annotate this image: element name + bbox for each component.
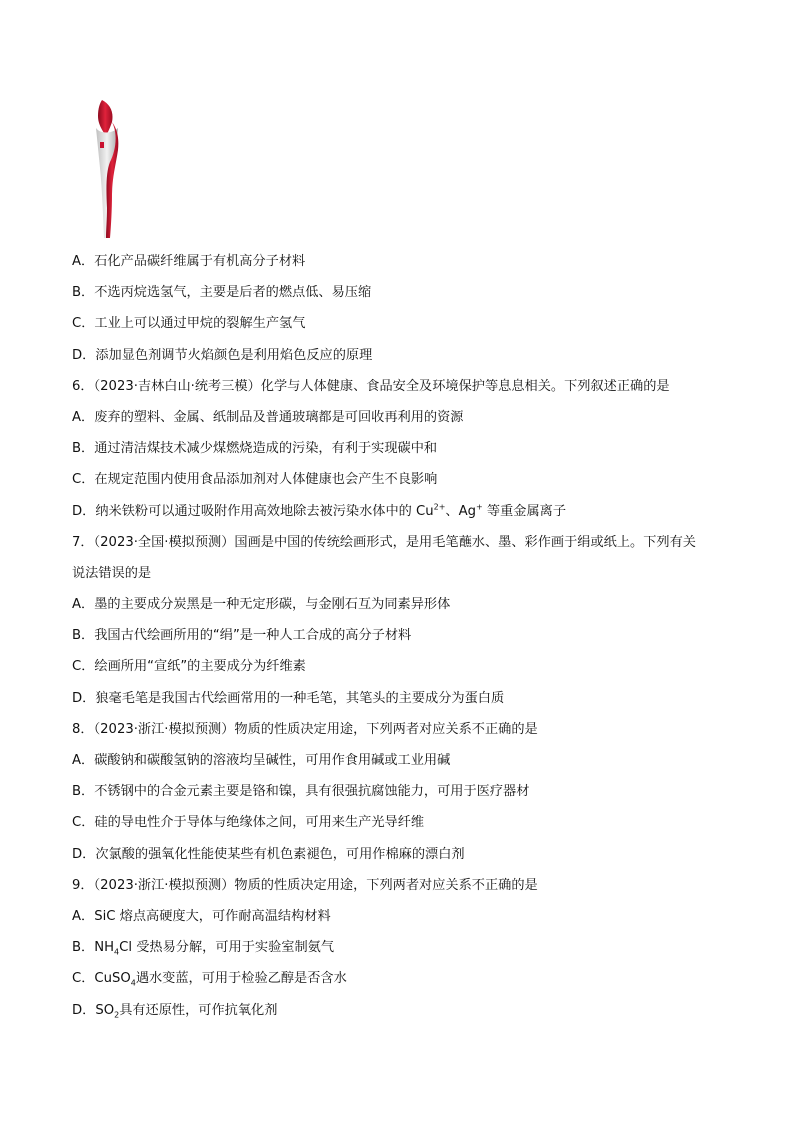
q6-option-d-text-mid: 、Ag — [445, 503, 476, 519]
q7-option-d: D．狼毫毛笔是我国古代绘画常用的一种毛笔，其笔头的主要成分为蛋白质 — [72, 690, 505, 706]
olympic-torch-image — [88, 98, 124, 240]
q9-option-b — [72, 932, 732, 963]
q6-option-d-text: D．纳米铁粉可以通过吸附作用高效地除去被污染水体中的 Cu — [72, 503, 434, 519]
q9-option-d-text-end: 具有还原性，可作抗氧化剂 — [119, 1002, 278, 1018]
q6-option-d-charge-ag: + — [476, 502, 483, 512]
q7-stem-line2: 说法错误的是 — [72, 565, 152, 581]
q8-option-d: D．次氯酸的强氧化性能使某些有机色素褪色，可用作棉麻的漂白剂 — [72, 846, 465, 862]
q5-option-a: A．石化产品碳纤维属于有机高分子材料 — [72, 254, 306, 269]
q7-option-c: C．绘画所用“宣纸”的主要成分为纤维素 — [72, 659, 306, 675]
q6-stem: 6．（2023·吉林白山·统考三模）化学与人体健康、食品安全及环境保护等息息相关。下列叙述正确的是 — [72, 378, 670, 394]
q7-option-a: A．墨的主要成分炭黑是一种无定形碳，与金刚石互为同素异形体 — [72, 597, 451, 613]
q8-option-b: B．不锈钢中的合金元素主要是铬和镍，具有很强抗腐蚀能力，可用于医疗器材 — [72, 784, 530, 800]
q9-option-c-text: C．CuSO — [72, 971, 131, 987]
q8-option-c: C．硅的导电性介于导体与绝缘体之间，可用来生产光导纤维 — [72, 815, 425, 831]
q9-stem: 9．（2023·浙江·模拟预测）物质的性质决定用途，下列两者对应关系不正确的是 — [72, 877, 538, 893]
questions-content — [72, 246, 732, 1026]
q9-option-b-text: B．NH — [72, 940, 115, 956]
q5-option-b: B．不选丙烷选氢气，主要是后者的燃点低、易压缩 — [72, 285, 372, 301]
q9-option-a: A．SiC 熔点高硬度大，可作耐高温结构材料 — [72, 908, 331, 924]
q9-option-b-subscript: 4 — [114, 947, 120, 957]
q7-option-b: B．我国古代绘画所用的“绢”是一种人工合成的高分子材料 — [72, 628, 412, 644]
q8-stem: 8．（2023·浙江·模拟预测）物质的性质决定用途，下列两者对应关系不正确的是 — [72, 721, 538, 737]
q5-option-c: C．工业上可以通过甲烷的裂解生产氢气 — [72, 316, 306, 332]
q9-option-b-text-end: Cl 受热易分解，可用于实验室制氨气 — [119, 940, 335, 956]
q6-option-b: B．通过清洁煤技术减少煤燃烧造成的污染，有利于实现碳中和 — [72, 441, 438, 457]
q6-option-d-text-end: 等重金属离子 — [482, 503, 567, 519]
q9-option-c-subscript: 4 — [130, 978, 136, 988]
q6-option-d-charge-cu: 2+ — [433, 502, 446, 512]
q6-option-c: C．在规定范围内使用食品添加剂对人体健康也会产生不良影响 — [72, 472, 438, 488]
q9-option-d-subscript: 2 — [114, 1010, 120, 1020]
q9-option-d — [72, 995, 732, 1026]
q8-option-a: A．碳酸钠和碳酸氢钠的溶液均呈碱性，可用作食用碱或工业用碱 — [72, 753, 451, 768]
q9-option-c — [72, 963, 732, 994]
q6-option-d — [72, 496, 732, 527]
q9-option-c-text-end: 遇水变蓝，可用于检验乙醇是否含水 — [135, 971, 347, 987]
q7-stem-line1: 7．（2023·全国·模拟预测）国画是中国的传统绘画形式，是用毛笔蘸水、墨、彩作画于绢或纸上。下列有关 — [72, 534, 696, 550]
q9-option-d-text: D．SO — [72, 1002, 115, 1018]
q6-option-a: A．废弃的塑料、金属、纸制品及普通玻璃都是可回收再利用的资源 — [72, 409, 464, 425]
q5-option-d: D．添加显色剂调节火焰颜色是利用焰色反应的原理 — [72, 347, 373, 363]
